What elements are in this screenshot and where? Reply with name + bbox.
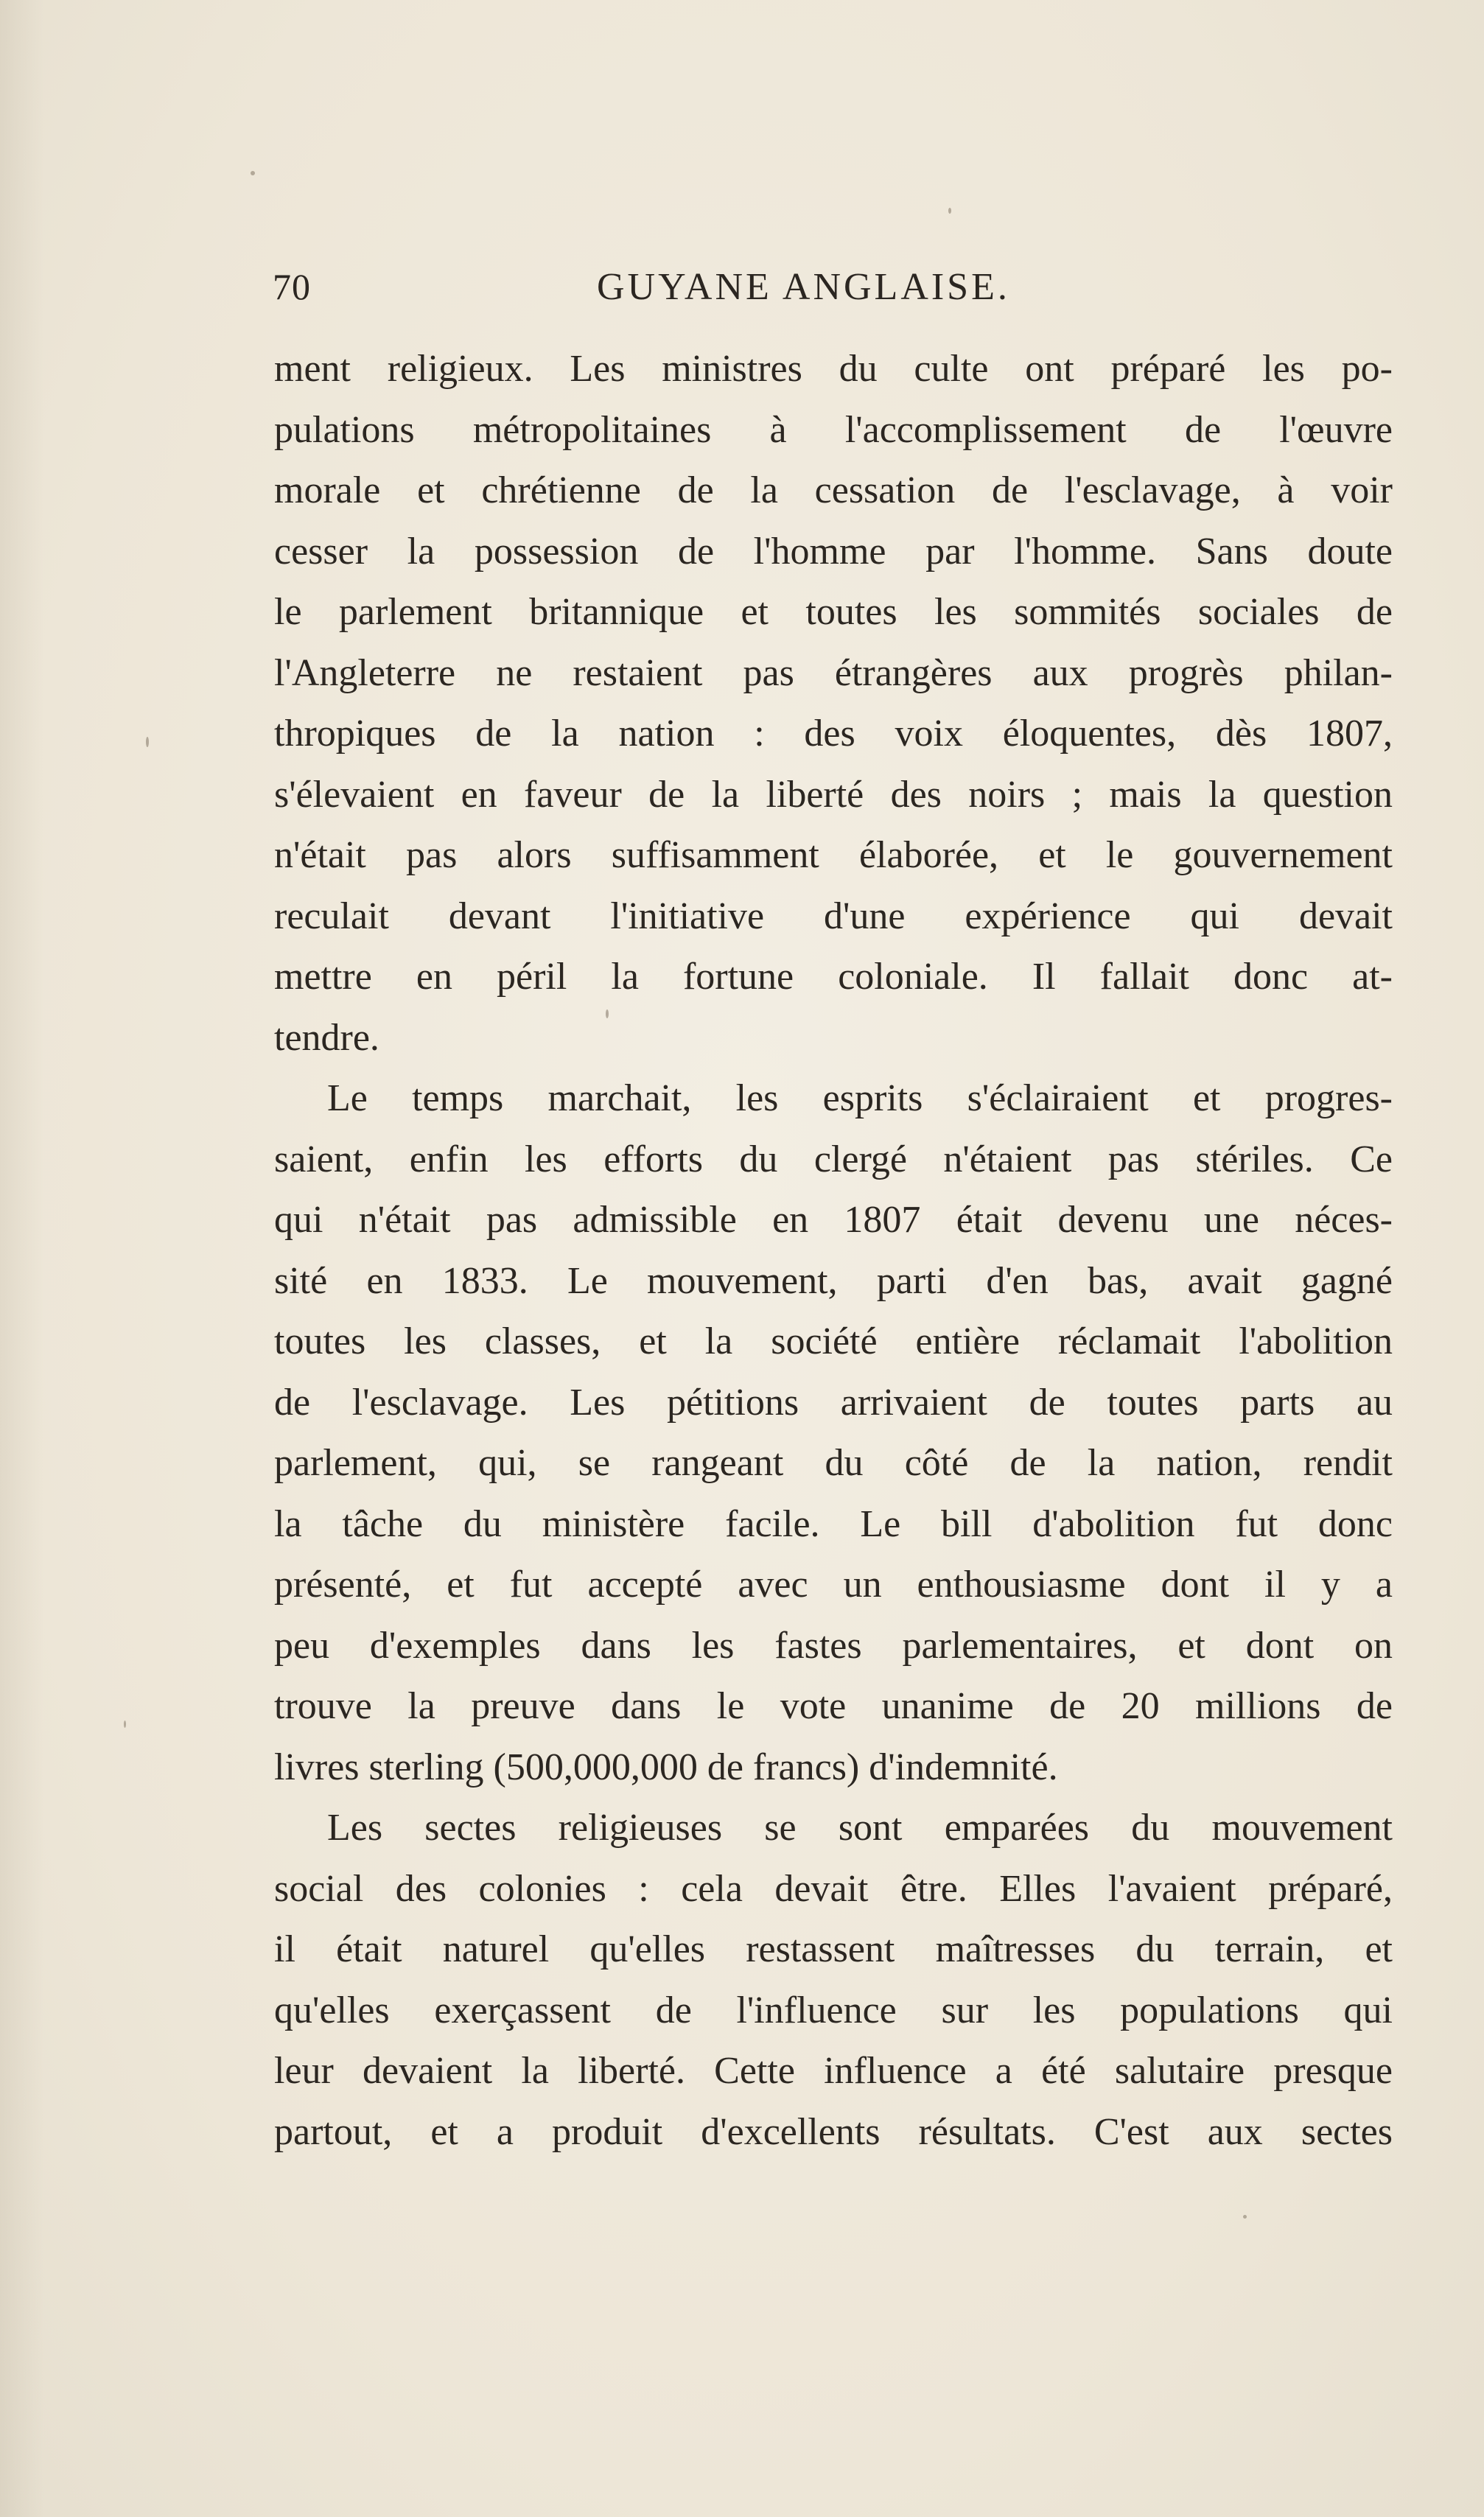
paper-speck — [606, 1009, 609, 1018]
text-line: cesser la possession de l'homme par l'homme. Sans doute — [274, 530, 1393, 573]
text-line: partout, et a produit d'excellents résultats. C'est aux sectes — [274, 2110, 1393, 2153]
text-line: Les sectes religieuses se sont emparées du mouvement — [327, 1807, 1393, 1849]
text-line: social des colonies : cela devait être. Elles l'avaient préparé, — [274, 1867, 1393, 1910]
text-line: pulations métropolitaines à l'accomplissement de l'œuvre — [274, 408, 1393, 451]
text-line: mettre en péril la fortune coloniale. Il fallait donc at- — [274, 956, 1393, 998]
text-line: il était naturel qu'elles restassent maîtresses du terrain, et — [274, 1928, 1393, 1970]
running-title: GUYANE ANGLAISE. — [597, 266, 1010, 308]
text-line: sité en 1833. Le mouvement, parti d'en bas, avait gagné — [274, 1259, 1393, 1302]
page-number: 70 — [273, 266, 311, 307]
text-line: toutes les classes, et la société entière réclamait l'abolition — [274, 1320, 1393, 1362]
running-head — [273, 265, 1393, 317]
text-line: ment religieux. Les ministres du culte ont préparé les po- — [274, 348, 1393, 390]
paper-speck — [1243, 2215, 1247, 2219]
text-line: livres sterling (500,000,000 de francs) d'indemnité. — [274, 1746, 1058, 1788]
text-line: Le temps marchait, les esprits s'éclairaient et progres- — [327, 1077, 1393, 1119]
text-line: n'était pas alors suffisamment élaborée, et le gouvernement — [274, 834, 1393, 876]
text-line: reculait devant l'initiative d'une expérience qui devait — [274, 895, 1393, 937]
paper-speck — [948, 208, 951, 214]
text-line: tendre. — [274, 1016, 379, 1059]
text-line: la tâche du ministère facile. Le bill d'abolition fut donc — [274, 1502, 1393, 1545]
text-line: qui n'était pas admissible en 1807 était devenu une néces- — [274, 1199, 1393, 1241]
text-line: peu d'exemples dans les fastes parlementaires, et dont on — [274, 1624, 1393, 1667]
text-line: le parlement britannique et toutes les sommités sociales de — [274, 591, 1393, 633]
paper-speck — [251, 171, 255, 175]
text-line: leur devaient la liberté. Cette influence a été salutaire presque — [274, 2050, 1393, 2092]
paper-speck — [124, 1720, 126, 1728]
text-line: morale et chrétienne de la cessation de l'esclavage, à voir — [274, 469, 1393, 511]
paper-speck — [146, 737, 149, 747]
gutter-shadow — [0, 0, 44, 2517]
text-line: l'Angleterre ne restaient pas étrangères aux progrès philan- — [274, 651, 1393, 694]
body-text — [274, 339, 1393, 2163]
text-line: parlement, qui, se rangeant du côté de la nation, rendit — [274, 1442, 1393, 1484]
text-line: de l'esclavage. Les pétitions arrivaient de toutes parts au — [274, 1381, 1393, 1424]
text-line: qu'elles exerçassent de l'influence sur les populations qui — [274, 1989, 1393, 2031]
text-line: présenté, et fut accepté avec un enthousiasme dont il y a — [274, 1564, 1393, 1606]
text-line: saient, enfin les efforts du clergé n'étaient pas stériles. Ce — [274, 1138, 1393, 1180]
text-line: trouve la preuve dans le vote unanime de 20 millions de — [274, 1685, 1393, 1727]
text-line: s'élevaient en faveur de la liberté des noirs ; mais la question — [274, 773, 1393, 816]
text-line: thropiques de la nation : des voix éloquentes, dès 1807, — [274, 713, 1393, 755]
